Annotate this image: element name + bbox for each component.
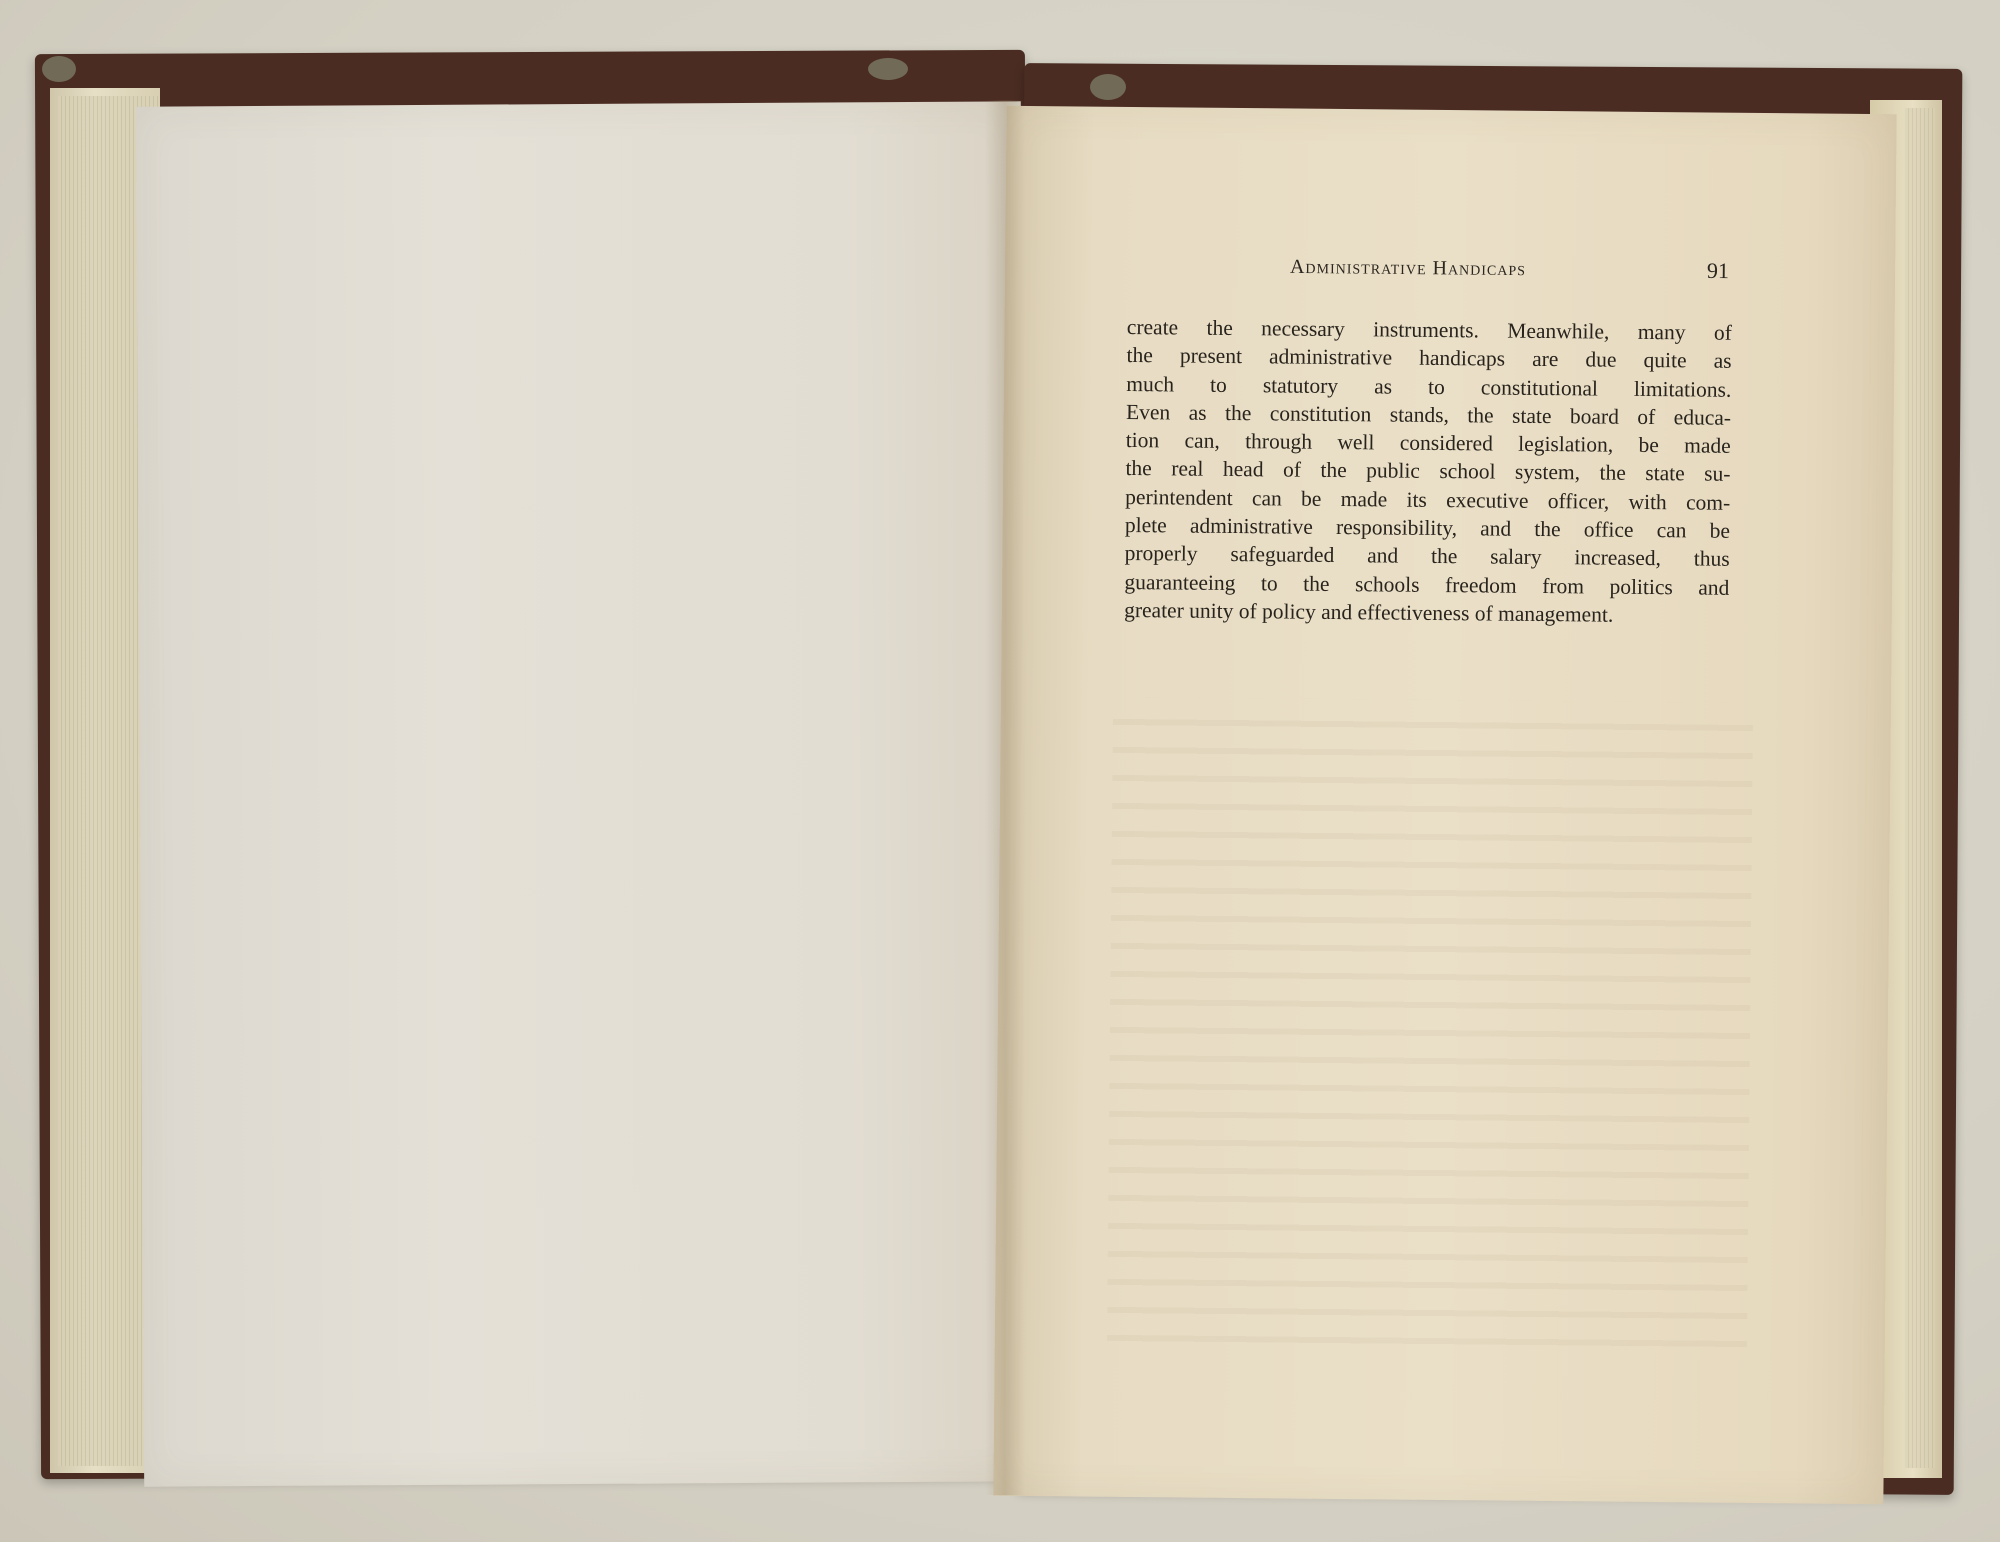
text-line: greater unity of policy and effectiveness of management. — [1124, 597, 1614, 627]
text-line: Even as the constitution stands, the state board of educa- — [1125, 399, 1732, 430]
text-line: the present administrative handicaps are due quite as — [1126, 343, 1732, 374]
text-line: tion can, through well considered legislation, be made — [1125, 428, 1731, 458]
page-number: 91 — [1706, 257, 1730, 284]
text-line: perintendent can be made its executive officer, with com- — [1125, 484, 1731, 515]
text-line: create the necessary instruments. Meanwhile, many of — [1126, 314, 1732, 345]
text-line: much to statutory as to constitutional limitations. — [1126, 371, 1732, 402]
body-paragraph — [1124, 313, 1732, 630]
left-page-blank — [136, 101, 1029, 1486]
book-gutter — [985, 100, 1025, 1495]
text-line: plete administrative responsibility, and the office can be — [1124, 513, 1731, 543]
text-line: the real head of the public school system, the state su- — [1125, 456, 1731, 487]
running-head: Administrative Handicaps — [1289, 255, 1527, 281]
corner-wear-mark — [868, 58, 908, 80]
corner-wear-mark — [1090, 74, 1126, 100]
text-line: guaranteeing to the schools freedom from politics and — [1124, 569, 1730, 600]
text-line: properly safeguarded and the salary increased, thus — [1124, 541, 1730, 572]
corner-wear-mark — [42, 56, 76, 82]
leaf-edges-right — [1905, 108, 1935, 1468]
show-through-texture — [1107, 697, 1753, 1353]
